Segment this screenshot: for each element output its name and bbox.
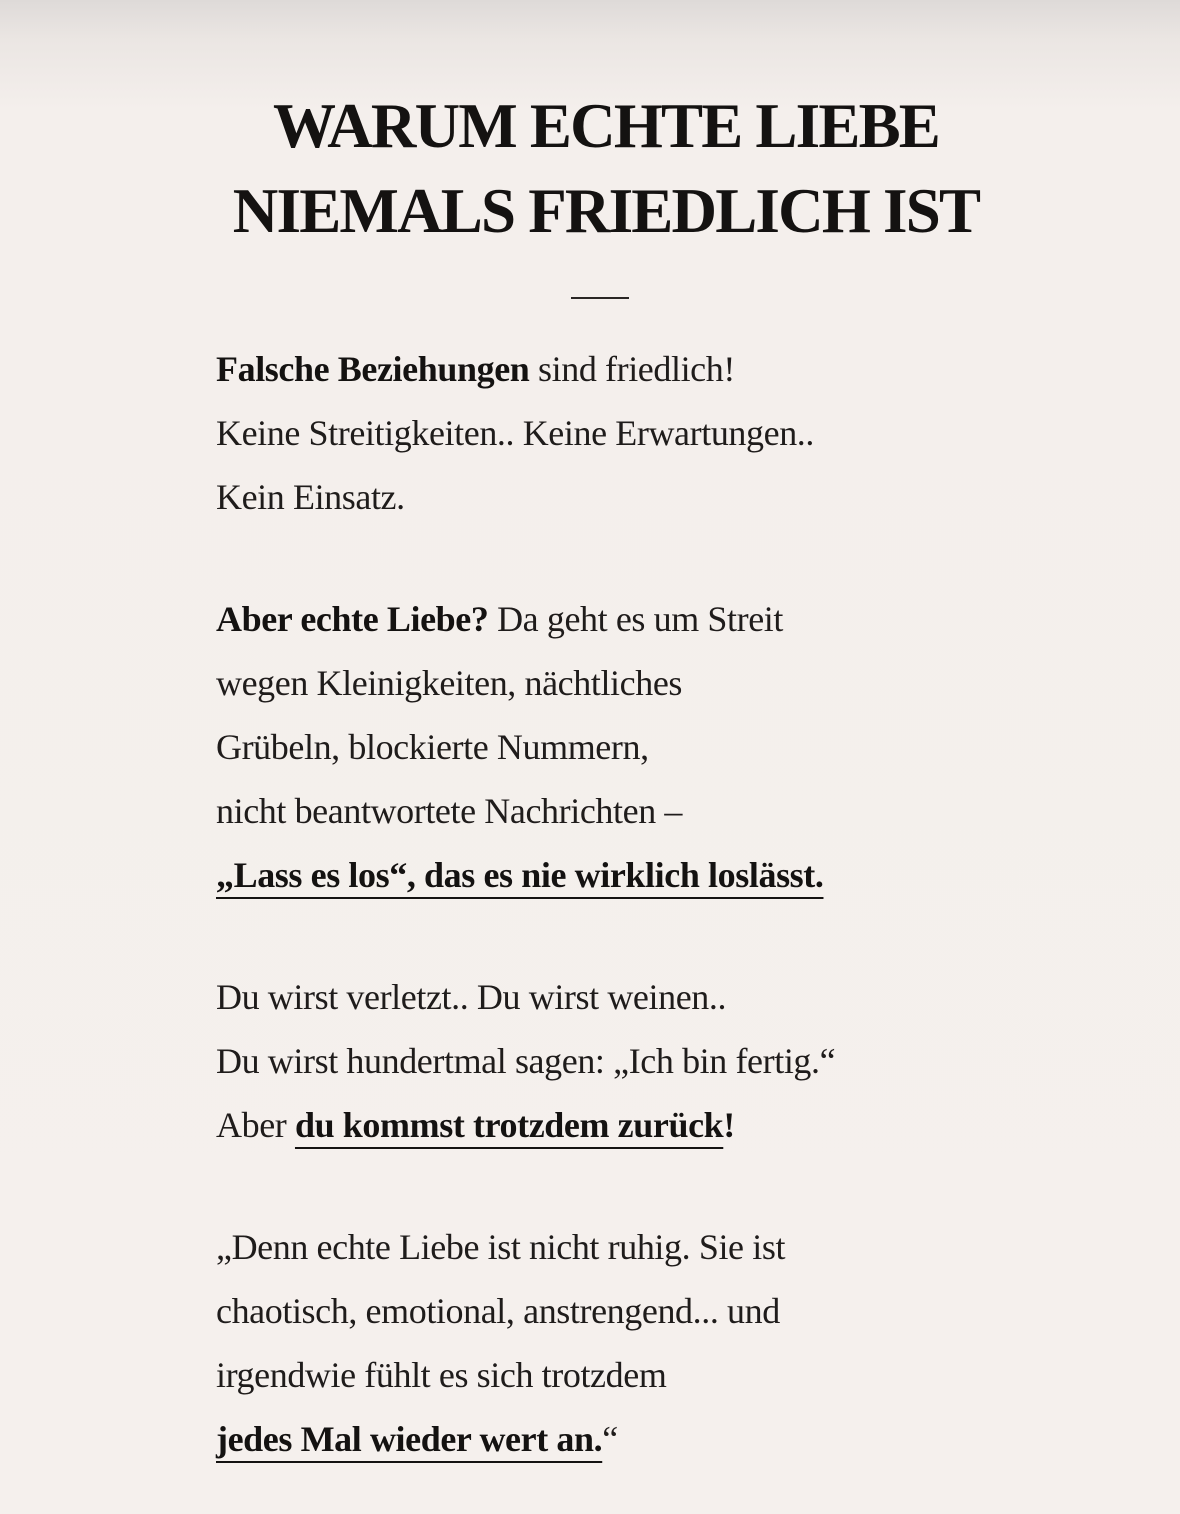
paragraph-line bbox=[216, 587, 1016, 651]
paragraph-line: Du wirst verletzt.. Du wirst weinen.. bbox=[216, 977, 727, 1017]
paragraph-line: nicht beantwortete Nachrichten – bbox=[216, 791, 682, 831]
underlined-emphasis: jedes Mal wieder wert an. bbox=[216, 1419, 603, 1459]
paragraph-false-relationships bbox=[216, 337, 1016, 529]
bold-lead: Aber echte Liebe? bbox=[216, 599, 489, 639]
page-title bbox=[216, 84, 996, 254]
exclamation-mark: ! bbox=[723, 1105, 735, 1145]
paragraph-line bbox=[216, 1093, 1016, 1157]
underlined-emphasis: du kommst trotzdem zurück bbox=[294, 1105, 724, 1145]
paragraph-line: Kein Einsatz. bbox=[216, 477, 405, 517]
paragraph-line: chaotisch, emotional, anstrengend... und bbox=[216, 1291, 780, 1331]
title-line-1: WARUM ECHTE LIEBE bbox=[272, 91, 940, 161]
paragraph-line bbox=[216, 1407, 1016, 1471]
paragraph-line: irgendwie fühlt es sich trotzdem bbox=[216, 1355, 667, 1395]
paragraph-line: wegen Kleinigkeiten, nächtliches bbox=[216, 663, 683, 703]
paragraph-line: Keine Streitigkeiten.. Keine Erwartungen.. bbox=[216, 413, 814, 453]
closing-quote-mark: “ bbox=[602, 1419, 618, 1459]
line-text: Aber bbox=[216, 1105, 295, 1145]
line-text: Da geht es um Streit bbox=[488, 599, 784, 639]
paragraph-closing-quote bbox=[216, 1215, 1016, 1471]
paragraph-line: Du wirst hundertmal sagen: „Ich bin fertig.“ bbox=[216, 1041, 836, 1081]
line-text: sind friedlich! bbox=[529, 349, 735, 389]
paragraph-line: Grübeln, blockierte Nummern, bbox=[216, 727, 649, 767]
underlined-emphasis: „Lass es los“, das es nie wirklich loslässt. bbox=[216, 855, 824, 895]
paragraph-line: „Denn echte Liebe ist nicht ruhig. Sie ist bbox=[216, 1227, 786, 1267]
quote-card bbox=[216, 84, 1016, 1471]
paragraph-you-come-back bbox=[216, 965, 1016, 1157]
paragraph-real-love bbox=[216, 587, 1016, 907]
title-divider bbox=[571, 297, 629, 299]
paragraph-line bbox=[216, 337, 1016, 401]
paragraph-line bbox=[216, 843, 1016, 907]
bold-lead: Falsche Beziehungen bbox=[216, 349, 530, 389]
title-line-2: NIEMALS FRIEDLICH IST bbox=[232, 176, 980, 246]
